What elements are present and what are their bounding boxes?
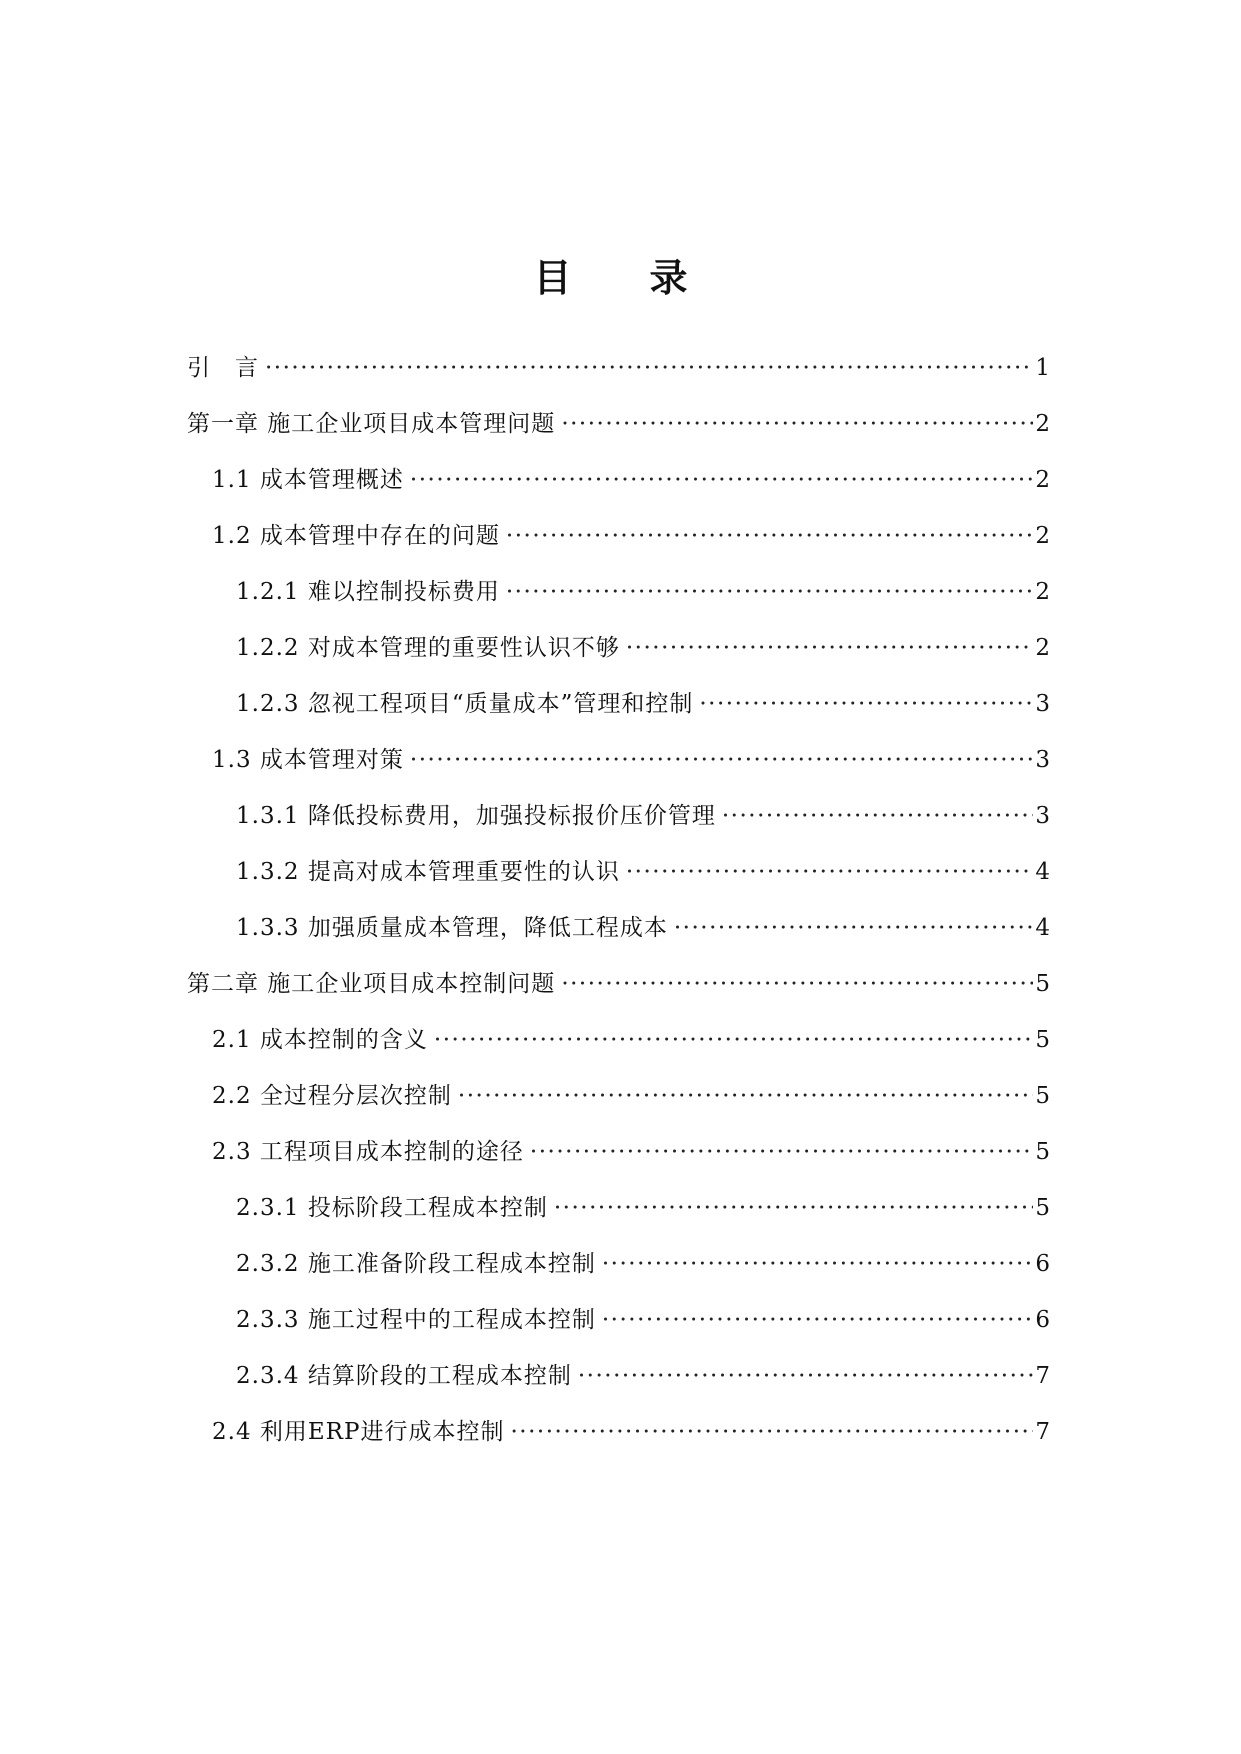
toc-entry-label: 2.2 全过程分层次控制 xyxy=(212,1083,452,1109)
toc-entry[interactable] xyxy=(236,574,1050,610)
toc-dot-leader xyxy=(554,1190,1034,1226)
toc-entry-page: 3 xyxy=(1035,691,1050,717)
toc-entry[interactable] xyxy=(212,1078,1050,1114)
toc-entry[interactable] xyxy=(236,798,1050,834)
toc-entry[interactable] xyxy=(236,630,1050,666)
toc-entry-page: 5 xyxy=(1035,1139,1050,1165)
toc-dot-leader xyxy=(510,1414,1033,1450)
toc-entry-page: 3 xyxy=(1035,803,1050,829)
toc-entry[interactable] xyxy=(236,1302,1050,1338)
toc-entry-page: 2 xyxy=(1035,467,1050,493)
toc-entry-label: 第二章 施工企业项目成本控制问题 xyxy=(187,971,556,997)
toc-entry-label: 1.2.1 难以控制投标费用 xyxy=(236,579,500,605)
toc-dot-leader xyxy=(410,462,1033,498)
toc-entry-page: 5 xyxy=(1035,1195,1050,1221)
toc-entry-label: 2.3.2 施工准备阶段工程成本控制 xyxy=(236,1251,596,1277)
toc-entry-page: 4 xyxy=(1035,859,1050,885)
toc-dot-leader xyxy=(626,854,1034,890)
toc-entry-page: 5 xyxy=(1035,1083,1050,1109)
toc-entry[interactable] xyxy=(187,350,1050,386)
toc-entry-page: 6 xyxy=(1035,1251,1050,1277)
toc-entry-label: 2.3 工程项目成本控制的途径 xyxy=(212,1139,524,1165)
toc-dot-leader xyxy=(506,574,1034,610)
toc-entry-label: 引 言 xyxy=(187,355,259,381)
toc-entry-label: 1.3.2 提高对成本管理重要性的认识 xyxy=(236,859,620,885)
toc-entry-label: 1.2.3 忽视工程项目“质量成本”管理和控制 xyxy=(236,691,694,717)
toc-entry-label: 1.2 成本管理中存在的问题 xyxy=(212,523,500,549)
toc-dot-leader xyxy=(561,406,1033,442)
toc-entry-label: 2.1 成本控制的含义 xyxy=(212,1027,428,1053)
toc-entry-page: 3 xyxy=(1035,747,1050,773)
toc-entry-label: 1.2.2 对成本管理的重要性认识不够 xyxy=(236,635,620,661)
toc-dot-leader xyxy=(602,1246,1034,1282)
toc-dot-leader xyxy=(434,1022,1033,1058)
toc-entry-page: 7 xyxy=(1035,1419,1050,1445)
toc-entry[interactable] xyxy=(212,1022,1050,1058)
toc-entry-page: 2 xyxy=(1035,411,1050,437)
toc-entry[interactable] xyxy=(212,742,1050,778)
toc-entry-page: 5 xyxy=(1035,1027,1050,1053)
toc-entry-page: 4 xyxy=(1035,915,1050,941)
toc-entry-page: 7 xyxy=(1035,1363,1050,1389)
toc-dot-leader xyxy=(561,966,1033,1002)
toc-dot-leader xyxy=(674,910,1034,946)
page-title: 目 录 xyxy=(533,255,708,300)
toc-entry-page: 6 xyxy=(1035,1307,1050,1333)
toc-entry[interactable] xyxy=(212,1134,1050,1170)
toc-entry[interactable] xyxy=(236,1358,1050,1394)
toc-entry[interactable] xyxy=(236,1190,1050,1226)
toc-entry-page: 1 xyxy=(1035,355,1050,381)
toc-dot-leader xyxy=(722,798,1034,834)
toc-entry[interactable] xyxy=(236,854,1050,890)
toc-entry-label: 2.3.1 投标阶段工程成本控制 xyxy=(236,1195,548,1221)
toc-entry-label: 第一章 施工企业项目成本管理问题 xyxy=(187,411,556,437)
toc-entry-page: 2 xyxy=(1035,523,1050,549)
toc-entry[interactable] xyxy=(187,966,1050,1002)
toc-entry[interactable] xyxy=(187,406,1050,442)
toc-entry[interactable] xyxy=(212,462,1050,498)
toc-entry-label: 1.1 成本管理概述 xyxy=(212,467,404,493)
toc-entry-label: 1.3 成本管理对策 xyxy=(212,747,404,773)
toc-dot-leader xyxy=(410,742,1033,778)
toc-entry-page: 2 xyxy=(1035,579,1050,605)
toc-entry-page: 5 xyxy=(1035,971,1050,997)
toc-entry[interactable] xyxy=(212,1414,1050,1450)
toc-entry-label: 2.3.4 结算阶段的工程成本控制 xyxy=(236,1363,572,1389)
toc-dot-leader xyxy=(530,1134,1033,1170)
toc-dot-leader xyxy=(626,630,1034,666)
toc-entry[interactable] xyxy=(236,1246,1050,1282)
toc-dot-leader xyxy=(578,1358,1034,1394)
toc-entry-page: 2 xyxy=(1035,635,1050,661)
toc-dot-leader xyxy=(265,350,1033,386)
toc-entry[interactable] xyxy=(236,910,1050,946)
toc-entry-label: 2.3.3 施工过程中的工程成本控制 xyxy=(236,1307,596,1333)
toc-entry[interactable] xyxy=(212,518,1050,554)
toc-entry-label: 1.3.3 加强质量成本管理，降低工程成本 xyxy=(236,915,668,941)
toc-entry-label: 1.3.1 降低投标费用，加强投标报价压价管理 xyxy=(236,803,716,829)
toc-dot-leader xyxy=(602,1302,1034,1338)
toc-entry[interactable] xyxy=(236,686,1050,722)
toc-entry-label: 2.4 利用ERP进行成本控制 xyxy=(212,1419,505,1445)
toc-dot-leader xyxy=(506,518,1033,554)
toc-dot-leader xyxy=(458,1078,1033,1114)
toc-dot-leader xyxy=(699,686,1033,722)
